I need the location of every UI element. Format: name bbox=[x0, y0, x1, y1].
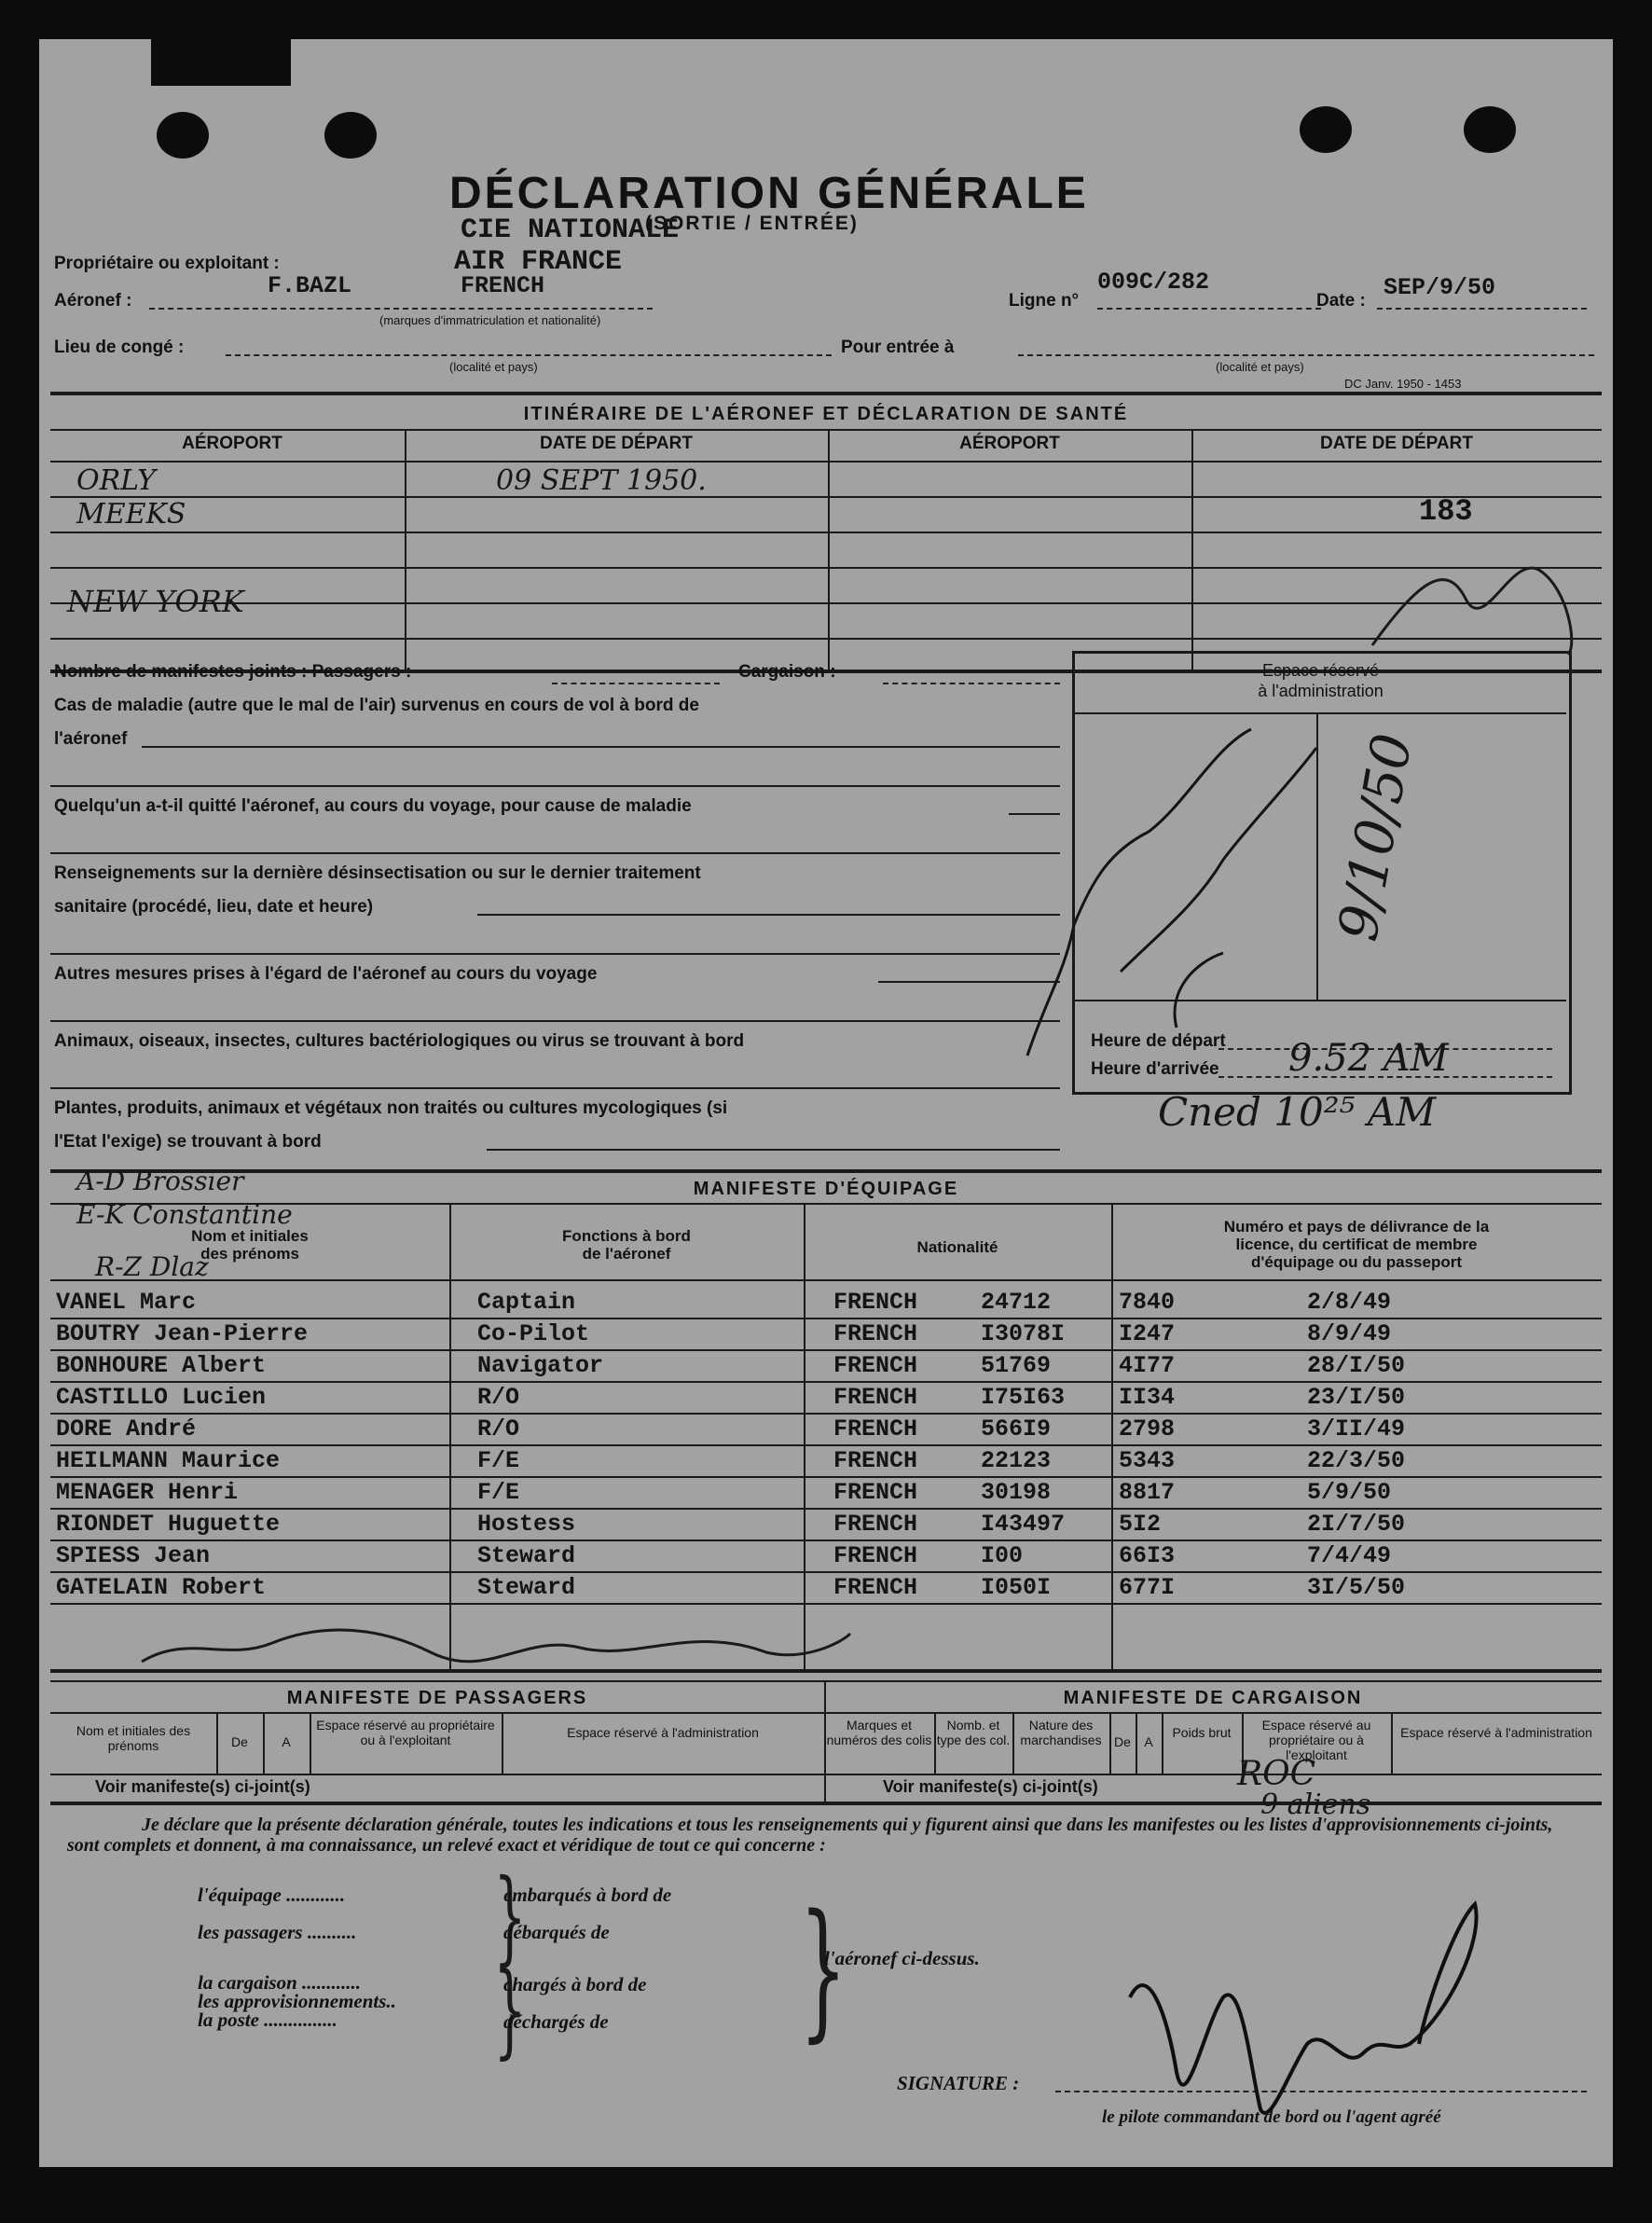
crew-passport-number: 566I9 bbox=[981, 1415, 1052, 1443]
disinsection-label-2: sanitaire (procédé, lieu, date et heure) bbox=[54, 897, 374, 917]
departure-time-label: Heure de départ bbox=[1091, 1031, 1226, 1051]
arrival-time-label: Heure d'arrivée bbox=[1091, 1059, 1219, 1079]
document-title: DÉCLARATION GÉNÉRALE bbox=[449, 169, 1089, 218]
crew-licence-date: 7/4/49 bbox=[1307, 1542, 1392, 1569]
crew-passport-number: 51769 bbox=[981, 1352, 1052, 1379]
crew-licence: 7840 bbox=[1119, 1289, 1176, 1316]
crew-passport-number: I43497 bbox=[981, 1511, 1066, 1538]
crew-licence-date: 28/I/50 bbox=[1307, 1352, 1406, 1379]
itinerary-col-date-2: DATE DE DÉPART bbox=[1320, 434, 1473, 453]
animals-label: Animaux, oiseaux, insectes, cultures bactériologiques ou virus se trouvant à bord bbox=[54, 1031, 745, 1051]
crew-col-nationality: Nationalité bbox=[916, 1238, 998, 1256]
crew-col-name: Nom et initiales des prénoms bbox=[191, 1227, 309, 1263]
crew-licence-date: 3/II/49 bbox=[1307, 1415, 1406, 1443]
cargo-col-admin: Espace réservé à l'administration bbox=[1400, 1725, 1592, 1740]
date-label: Date : bbox=[1316, 291, 1366, 311]
crew-nationality: FRENCH bbox=[833, 1479, 918, 1506]
inspector-signature bbox=[1009, 692, 1363, 1084]
crew-function: Co-Pilot bbox=[477, 1320, 590, 1347]
itinerary-airport-3: NEW YORK bbox=[67, 584, 244, 619]
illness-label-2: l'aéronef bbox=[54, 729, 128, 749]
line-number: 009C/282 bbox=[1097, 269, 1210, 296]
crew-nationality: FRENCH bbox=[833, 1352, 918, 1379]
crew-function: Captain bbox=[477, 1289, 576, 1316]
crew-function: R/O bbox=[477, 1415, 520, 1443]
crew-passport-number: 22123 bbox=[981, 1447, 1052, 1474]
crew-licence: 5I2 bbox=[1119, 1511, 1162, 1538]
decl-unloaded: déchargés de bbox=[503, 2010, 609, 2033]
crew-function: Steward bbox=[477, 1574, 576, 1601]
crew-row bbox=[39, 1542, 1613, 1574]
pax-see-manifest: Voir manifeste(s) ci-joint(s) bbox=[95, 1777, 310, 1796]
itinerary-heading: ITINÉRAIRE DE L'AÉRONEF ET DÉCLARATION DE SANTÉ bbox=[523, 404, 1129, 424]
crew-passport-number: I050I bbox=[981, 1574, 1052, 1601]
passenger-heading: MANIFESTE DE PASSAGERS bbox=[286, 1688, 588, 1708]
crew-col-licence: Numéro et pays de délivrance de la licence, du certificat de membre d'équipage ou du passeport bbox=[1223, 1218, 1490, 1271]
crew-function: Hostess bbox=[477, 1511, 576, 1538]
declaration-sheet bbox=[39, 39, 1613, 2167]
company-line-2: AIR FRANCE bbox=[454, 246, 623, 278]
brace-left: } bbox=[493, 1857, 527, 1976]
cargo-col-from: De bbox=[1114, 1734, 1131, 1749]
itinerary-stamp-number: 183 bbox=[1419, 494, 1473, 529]
aircraft-registration: F.BAZL bbox=[268, 272, 352, 299]
crew-row bbox=[39, 1352, 1613, 1384]
manifest-count-label: Nombre de manifestes joints : Passagers : bbox=[54, 662, 412, 682]
entry-caption: (localité et pays) bbox=[1216, 360, 1304, 374]
crew-name: DORE André bbox=[56, 1415, 197, 1443]
crew-nationality: FRENCH bbox=[833, 1289, 918, 1316]
crew-name: VANEL Marc bbox=[56, 1289, 197, 1316]
crew-row bbox=[39, 1574, 1613, 1606]
brace-left-2: } bbox=[493, 1950, 527, 2069]
crew-nationality: FRENCH bbox=[833, 1415, 918, 1443]
cargo-col-to: A bbox=[1144, 1734, 1153, 1749]
crew-passport-number: I00 bbox=[981, 1542, 1024, 1569]
crew-licence-date: 8/9/49 bbox=[1307, 1320, 1392, 1347]
plants-label-1: Plantes, produits, animaux et végétaux non traités ou cultures mycologiques (si bbox=[54, 1098, 728, 1118]
arrival-time: 9.52 AM bbox=[1288, 1037, 1449, 1080]
crew-name: CASTILLO Lucien bbox=[56, 1384, 267, 1411]
departure-place-label: Lieu de congé : bbox=[54, 338, 185, 357]
punch-hole bbox=[157, 112, 209, 159]
crew-name: MENAGER Henri bbox=[56, 1479, 239, 1506]
inspection-date: 9/10/50 bbox=[1326, 728, 1425, 946]
handwritten-crew-note-1: A-D Brossier bbox=[76, 1166, 244, 1196]
crew-licence-date: 2/8/49 bbox=[1307, 1289, 1392, 1316]
form-code: DC Janv. 1950 - 1453 bbox=[1344, 377, 1462, 391]
signature-label: SIGNATURE : bbox=[897, 2072, 1020, 2094]
crew-licence-date: 2I/7/50 bbox=[1307, 1511, 1406, 1538]
crew-licence-date: 3I/5/50 bbox=[1307, 1574, 1406, 1601]
itinerary-departure-date: 09 SEPT 1950. bbox=[496, 464, 707, 497]
crew-function: Steward bbox=[477, 1542, 576, 1569]
flight-date: SEP/9/50 bbox=[1384, 274, 1496, 301]
handwritten-note: Cned 10²⁵ AM bbox=[1158, 1089, 1437, 1135]
left-aircraft-label: Quelqu'un a-t-il quitté l'aéronef, au cours du voyage, pour cause de maladie bbox=[54, 796, 692, 816]
crew-nationality: FRENCH bbox=[833, 1542, 918, 1569]
decl-loaded: chargés à bord de bbox=[503, 1973, 647, 1995]
crew-row bbox=[39, 1384, 1613, 1415]
decl-embarked: embarqués à bord de bbox=[503, 1884, 672, 1906]
crew-nationality: FRENCH bbox=[833, 1320, 918, 1347]
crew-name: GATELAIN Robert bbox=[56, 1574, 267, 1601]
crew-passport-number: 30198 bbox=[981, 1479, 1052, 1506]
cargo-col-weight: Poids brut bbox=[1172, 1725, 1232, 1740]
crew-nationality: FRENCH bbox=[833, 1447, 918, 1474]
crew-function: F/E bbox=[477, 1447, 520, 1474]
cargo-hand-note-1: ROC bbox=[1237, 1755, 1316, 1793]
crew-licence-date: 23/I/50 bbox=[1307, 1384, 1406, 1411]
crew-passport-number: 24712 bbox=[981, 1289, 1052, 1316]
crew-licence: II34 bbox=[1119, 1384, 1176, 1411]
pax-col-from: De bbox=[231, 1734, 248, 1749]
departure-caption: (localité et pays) bbox=[449, 360, 538, 374]
crew-name: BONHOURE Albert bbox=[56, 1352, 267, 1379]
crew-name: HEILMANN Maurice bbox=[56, 1447, 281, 1474]
crew-row bbox=[39, 1289, 1613, 1320]
handwritten-crew-note-2: E-K Constantine bbox=[76, 1199, 293, 1230]
crew-licence-date: 22/3/50 bbox=[1307, 1447, 1406, 1474]
cargo-col-operator: Espace réservé au propriétaire ou à l'exploitant bbox=[1261, 1718, 1371, 1762]
crew-row bbox=[39, 1320, 1613, 1352]
itinerary-col-airport-1: AÉROPORT bbox=[182, 434, 282, 453]
crew-nationality: FRENCH bbox=[833, 1574, 918, 1601]
cargo-col-marks: Marques et numéros des colis bbox=[826, 1718, 932, 1747]
decl-aircraft-above: l'aéronef ci-dessus. bbox=[824, 1947, 980, 1969]
entry-label: Pour entrée à bbox=[841, 338, 955, 357]
handwritten-scribble bbox=[1363, 543, 1587, 664]
aircraft-nationality: FRENCH bbox=[461, 272, 545, 299]
document-subtitle: (SORTIE / ENTRÉE) bbox=[645, 213, 859, 234]
cargo-col-count: Nomb. et type des col. bbox=[936, 1718, 1011, 1747]
cargo-see-manifest: Voir manifeste(s) ci-joint(s) bbox=[883, 1777, 1098, 1796]
admin-box-title: Espace réservé à l'administration bbox=[1258, 661, 1384, 700]
crew-function: F/E bbox=[477, 1479, 520, 1506]
crew-passport-number: I75I63 bbox=[981, 1384, 1066, 1411]
crew-licence: I247 bbox=[1119, 1320, 1176, 1347]
plants-label-2: l'Etat l'exige) se trouvant à bord bbox=[54, 1132, 322, 1152]
company-line-1: CIE NATIONALE bbox=[461, 214, 680, 246]
pilot-signature bbox=[1111, 1885, 1503, 2165]
disinsection-label-1: Renseignements sur la dernière désinsectisation ou sur le dernier traitement bbox=[54, 863, 701, 883]
itinerary-airport-2: MEEKS bbox=[76, 498, 186, 531]
decl-disembarked: débarqués de bbox=[503, 1921, 610, 1943]
illness-label-1: Cas de maladie (autre que le mal de l'air) survenus en cours de vol à bord de bbox=[54, 696, 699, 715]
crew-row bbox=[39, 1447, 1613, 1479]
cargo-heading: MANIFESTE DE CARGAISON bbox=[1063, 1688, 1363, 1708]
line-label: Ligne n° bbox=[1009, 291, 1080, 311]
crew-name: RIONDET Huguette bbox=[56, 1511, 281, 1538]
other-measures-label: Autres mesures prises à l'égard de l'aéronef au cours du voyage bbox=[54, 964, 598, 984]
decl-cargo: la cargaison ............ bbox=[198, 1971, 362, 1994]
cargo-hand-note-2: 9 aliens bbox=[1260, 1788, 1371, 1821]
crew-row bbox=[39, 1415, 1613, 1447]
punch-hole bbox=[1464, 106, 1516, 153]
crew-function: Navigator bbox=[477, 1352, 604, 1379]
crew-licence: 2798 bbox=[1119, 1415, 1176, 1443]
signature-caption: le pilote commandant de bord ou l'agent agréé bbox=[1102, 2107, 1441, 2127]
owner-label: Propriétaire ou exploitant : bbox=[54, 254, 280, 273]
crew-heading: MANIFESTE D'ÉQUIPAGE bbox=[693, 1179, 959, 1199]
cargo-label: Cargaison : bbox=[738, 662, 836, 682]
pax-col-operator: Espace réservé au propriétaire ou à l'exploitant bbox=[316, 1718, 495, 1747]
brace-right: } bbox=[799, 1882, 847, 2056]
crew-licence: 4I77 bbox=[1119, 1352, 1176, 1379]
decl-mail: la poste ............... bbox=[198, 2009, 337, 2031]
crew-col-function: Fonctions à bord de l'aéronef bbox=[562, 1227, 691, 1263]
crew-nationality: FRENCH bbox=[833, 1384, 918, 1411]
pax-col-admin: Espace réservé à l'administration bbox=[567, 1725, 759, 1740]
crew-function: R/O bbox=[477, 1384, 520, 1411]
crew-name: SPIESS Jean bbox=[56, 1542, 211, 1569]
itinerary-col-date-1: DATE DE DÉPART bbox=[540, 434, 693, 453]
crew-passport-number: I3078I bbox=[981, 1320, 1066, 1347]
handwritten-crew-note-3: R-Z Dlaz bbox=[95, 1251, 209, 1282]
crew-signature-scribble bbox=[132, 1606, 860, 1690]
decl-passengers: les passagers .......... bbox=[198, 1921, 357, 1943]
aircraft-label: Aéronef : bbox=[54, 291, 132, 311]
punch-hole bbox=[324, 112, 377, 159]
punch-hole bbox=[1300, 106, 1352, 153]
crew-licence: 8817 bbox=[1119, 1479, 1176, 1506]
crew-row bbox=[39, 1511, 1613, 1542]
cargo-col-nature: Nature des marchandises bbox=[1020, 1718, 1102, 1747]
crew-row bbox=[39, 1479, 1613, 1511]
declaration-text: Je déclare que la présente déclaration générale, toutes les indications et tous les renseignements qui y figurent ainsi que dans les manifestes ou les listes d'approvisionnements ci-joints, sont complets et donnent, à ma connaissance, un relevé exact et véridique de tout ce qui concerne : bbox=[67, 1815, 1553, 1856]
pax-col-name: Nom et initiales des prénoms bbox=[76, 1723, 191, 1753]
crew-licence: 66I3 bbox=[1119, 1542, 1176, 1569]
itinerary-col-airport-2: AÉROPORT bbox=[959, 434, 1060, 453]
crew-licence: 5343 bbox=[1119, 1447, 1176, 1474]
crew-licence: 677I bbox=[1119, 1574, 1176, 1601]
decl-crew: l'équipage ............ bbox=[198, 1884, 346, 1906]
aircraft-caption: (marques d'immatriculation et nationalité) bbox=[379, 313, 601, 327]
pax-col-to: A bbox=[282, 1734, 291, 1749]
crew-licence-date: 5/9/50 bbox=[1307, 1479, 1392, 1506]
decl-supplies: les approvisionnements.. bbox=[198, 1990, 396, 2012]
itinerary-airport-1: ORLY bbox=[76, 464, 156, 497]
crew-name: BOUTRY Jean-Pierre bbox=[56, 1320, 309, 1347]
crew-nationality: FRENCH bbox=[833, 1511, 918, 1538]
